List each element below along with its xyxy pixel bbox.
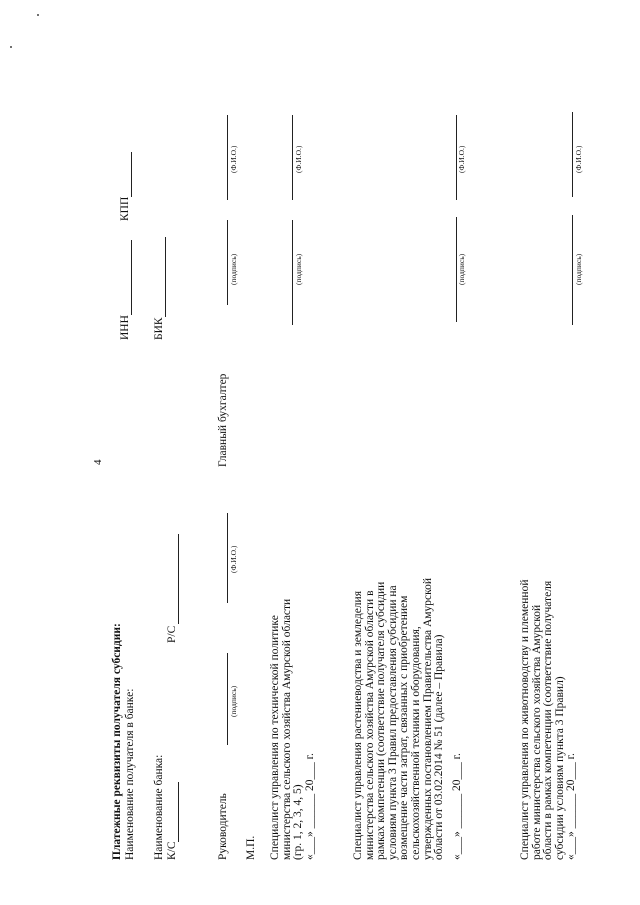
- rs-label: Р/С: [166, 625, 178, 643]
- ks-line: [178, 782, 179, 842]
- spec1-signature-line: [292, 220, 293, 325]
- specialist-crop-production: Специалист управления растениеводства и земледелия министерства сельского хозяйства Амурской области в рамках компетенции (соответствие получателя субсидии условиям пункта 3 Правил предоставления субсидии на возмещение части затрат, связанных с приобретением сельскохозяйственной техники и оборудования, утвержденных постановлением Правительства Амурской области от 03.02.2014 № 51 (далее – Правила) «___» ______ 20___ г.: [352, 577, 463, 860]
- ks-label: К/С: [166, 841, 178, 860]
- recipient-bank-name-label: Наименование получателя в банке:: [124, 688, 136, 860]
- inn-line: [131, 240, 132, 315]
- chief-signature-hint: (подпись): [229, 253, 238, 285]
- kpp-label: КПП: [119, 196, 131, 221]
- spec2-signature-hint: (подпись): [457, 253, 466, 285]
- bank-name-label: Наименование банка:: [153, 754, 165, 860]
- inn-label: ИНН: [119, 315, 131, 340]
- rs-line: [178, 534, 179, 624]
- bik-line: [165, 237, 166, 317]
- chief-fio-line: [227, 115, 228, 200]
- page-number: 4: [92, 459, 104, 465]
- specialist-tech-policy: Специалист управления по технической политике министерства сельского хозяйства Амурской области (гр. 1, 2, 3, 4, 5) «___» ______ 20___ г.: [269, 598, 316, 860]
- bik-label: БИК: [153, 317, 165, 340]
- head-fio-line: [227, 513, 228, 603]
- spec3-fio-hint: (Ф.И.О.): [574, 145, 583, 173]
- head-signature-line: [227, 653, 228, 745]
- head-label: Руководитель: [217, 793, 229, 860]
- kpp-line: [131, 152, 132, 197]
- spec1-fio-hint: (Ф.И.О.): [294, 145, 303, 173]
- chief-fio-hint: (Ф.И.О.): [229, 145, 238, 173]
- spec3-signature-hint: (подпись): [574, 253, 583, 285]
- spec1-signature-hint: (подпись): [294, 253, 303, 285]
- chief-accountant-label: Главный бухгалтер: [217, 373, 229, 467]
- mp-label: М.П.: [245, 835, 257, 860]
- specialist-livestock: Специалист управления по животноводству и племенной работе министерства сельского хозяйства Амурской области в рамках компетенции (соответствие получателя субсидии условиям пункта 3 Правил) «___» ______ 20___ г.: [519, 579, 578, 860]
- chief-signature-line: [227, 220, 228, 305]
- payment-details-title: Платежные реквизиты получателя субсидии:: [111, 623, 123, 860]
- spec1-fio-line: [292, 115, 293, 200]
- spec3-signature-line: [572, 215, 573, 325]
- spec3-fio-line: [572, 112, 573, 197]
- head-fio-hint: (Ф.И.О.): [229, 545, 238, 573]
- head-signature-hint: (подпись): [229, 685, 238, 717]
- spec2-fio-hint: (Ф.И.О.): [457, 145, 466, 173]
